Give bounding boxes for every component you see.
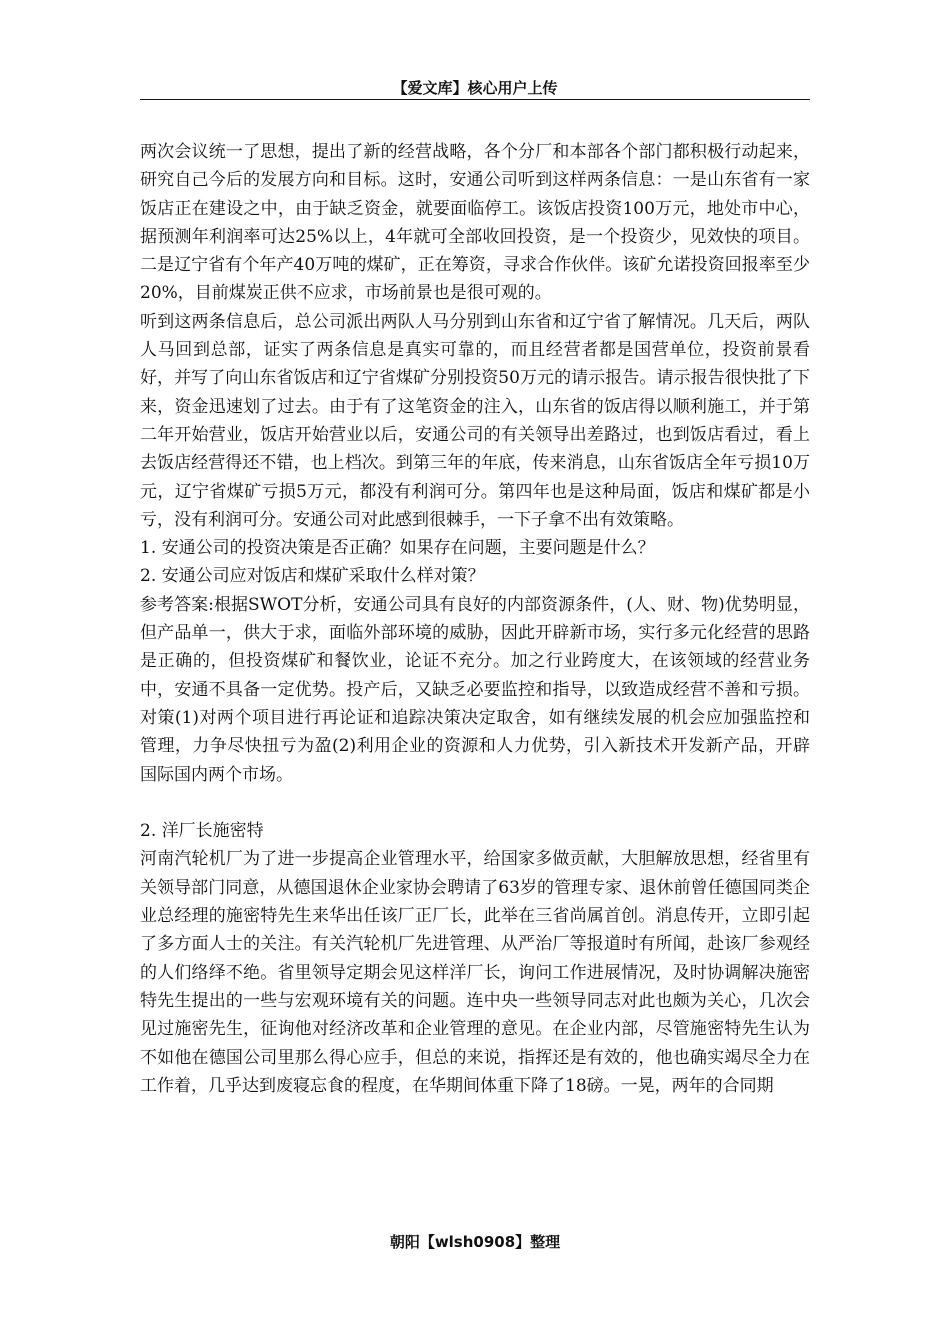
- reference-answer: 参考答案:根据SWOT分析，安通公司具有良好的内部资源条件，(人、财、物)优势明显，但产品单一，供大于求，面临外部环境的威胁，因此开辟新市场，实行多元化经营的思路是正确的，但投资煤矿和餐饮业，论证不充分。加之行业跨度大，在该领域的经营业务中，安通不具备一定优势。投产后，又缺乏必要监控和指导，以致造成经营不善和亏损。对策(1)对两个项目进行再论证和追踪决策决定取舍，如有继续发展的机会应加强监控和管理，力争尽快扭亏为盈(2)利用企业的资源和人力优势，引入新技术开发新产品，开辟国际国内两个市场。: [140, 594, 810, 785]
- section-heading: 2. 洋厂长施密特: [140, 821, 264, 842]
- page-footer: 朝阳【wlsh0908】整理: [389, 1233, 561, 1251]
- question-1: 1. 安通公司的投资决策是否正确？如果存在问题，主要问题是什么？: [140, 538, 655, 559]
- paragraph-investigation: 听到这两条信息后，总公司派出两队人马分别到山东省和辽宁省了解情况。几天后，两队人马回到总部，证实了两条信息是真实可靠的，而且经营者都是国营单位，投资前景看好，并写了向山东省饭店和辽宁省煤矿分别投资50万元的请示报告。请示报告很快批了下来，资金迅速划了过去。由于有了这笔资金的注入，山东省的饭店得以顺利施工，并于第二年开始营业，饭店开始营业以后，安通公司的有关领导出差路过，也到饭店看过，看上去饭店经营得还不错，也上档次。到第三年的年底，传来消息，山东省饭店全年亏损10万元，辽宁省煤矿亏损5万元，都没有利润可分。第四年也是这种局面，饭店和煤矿都是小亏，没有利润可分。安通公司对此感到很棘手，一下子拿不出有效策略。: [140, 311, 810, 530]
- document-body: [140, 138, 810, 1100]
- blank-line: [140, 789, 810, 817]
- question-2: 2. 安通公司应对饭店和煤矿采取什么样对策？: [140, 566, 485, 587]
- header-divider: [140, 99, 810, 100]
- paragraph-intro: 两次会议统一了思想，提出了新的经营战略，各个分厂和本部各个部门都积极行动起来，研究自己今后的发展方向和目标。这时，安通公司听到这样两条信息：一是山东省有一家饭店正在建设之中，由于缺乏资金，就要面临停工。该饭店投资100万元，地处市中心，据预测年利润率可达25%以上，4年就可全部收回投资，是一个投资少，见效快的项目。二是辽宁省有个年产40万吨的煤矿，正在筹资，寻求合作伙伴。该矿允诺投资回报率至少20%，目前煤炭正供不应求，市场前景也是很可观的。: [140, 142, 810, 304]
- paragraph-case-2: 河南汽轮机厂为了进一步提高企业管理水平，给国家多做贡献，大胆解放思想，经省里有关领导部门同意，从德国退休企业家协会聘请了63岁的管理专家、退休前曾任德国同类企业总经理的施密特先生来华出任该厂正厂长，此举在三省尚属首创。消息传开，立即引起了多方面人士的关注。有关汽轮机厂先进管理、从严治厂等报道时有所闻，赴该厂参观经的人们络绎不绝。省里领导定期会见这样洋厂长，询问工作进展情况，及时协调解决施密特先生提出的一些与宏观环境有关的问题。连中央一些领导同志对此也颇为关心，几次会见过施密先生，征询他对经济改革和企业管理的意见。在企业内部，尽管施密特先生认为不如他在德国公司里那么得心应手，但总的来说，指挥还是有效的，他也确实竭尽全力在工作着，几乎达到废寝忘食的程度，在华期间体重下降了18磅。一晃，两年的合同期: [140, 849, 810, 1096]
- page-header: 【爱文库】核心用户上传: [392, 79, 558, 97]
